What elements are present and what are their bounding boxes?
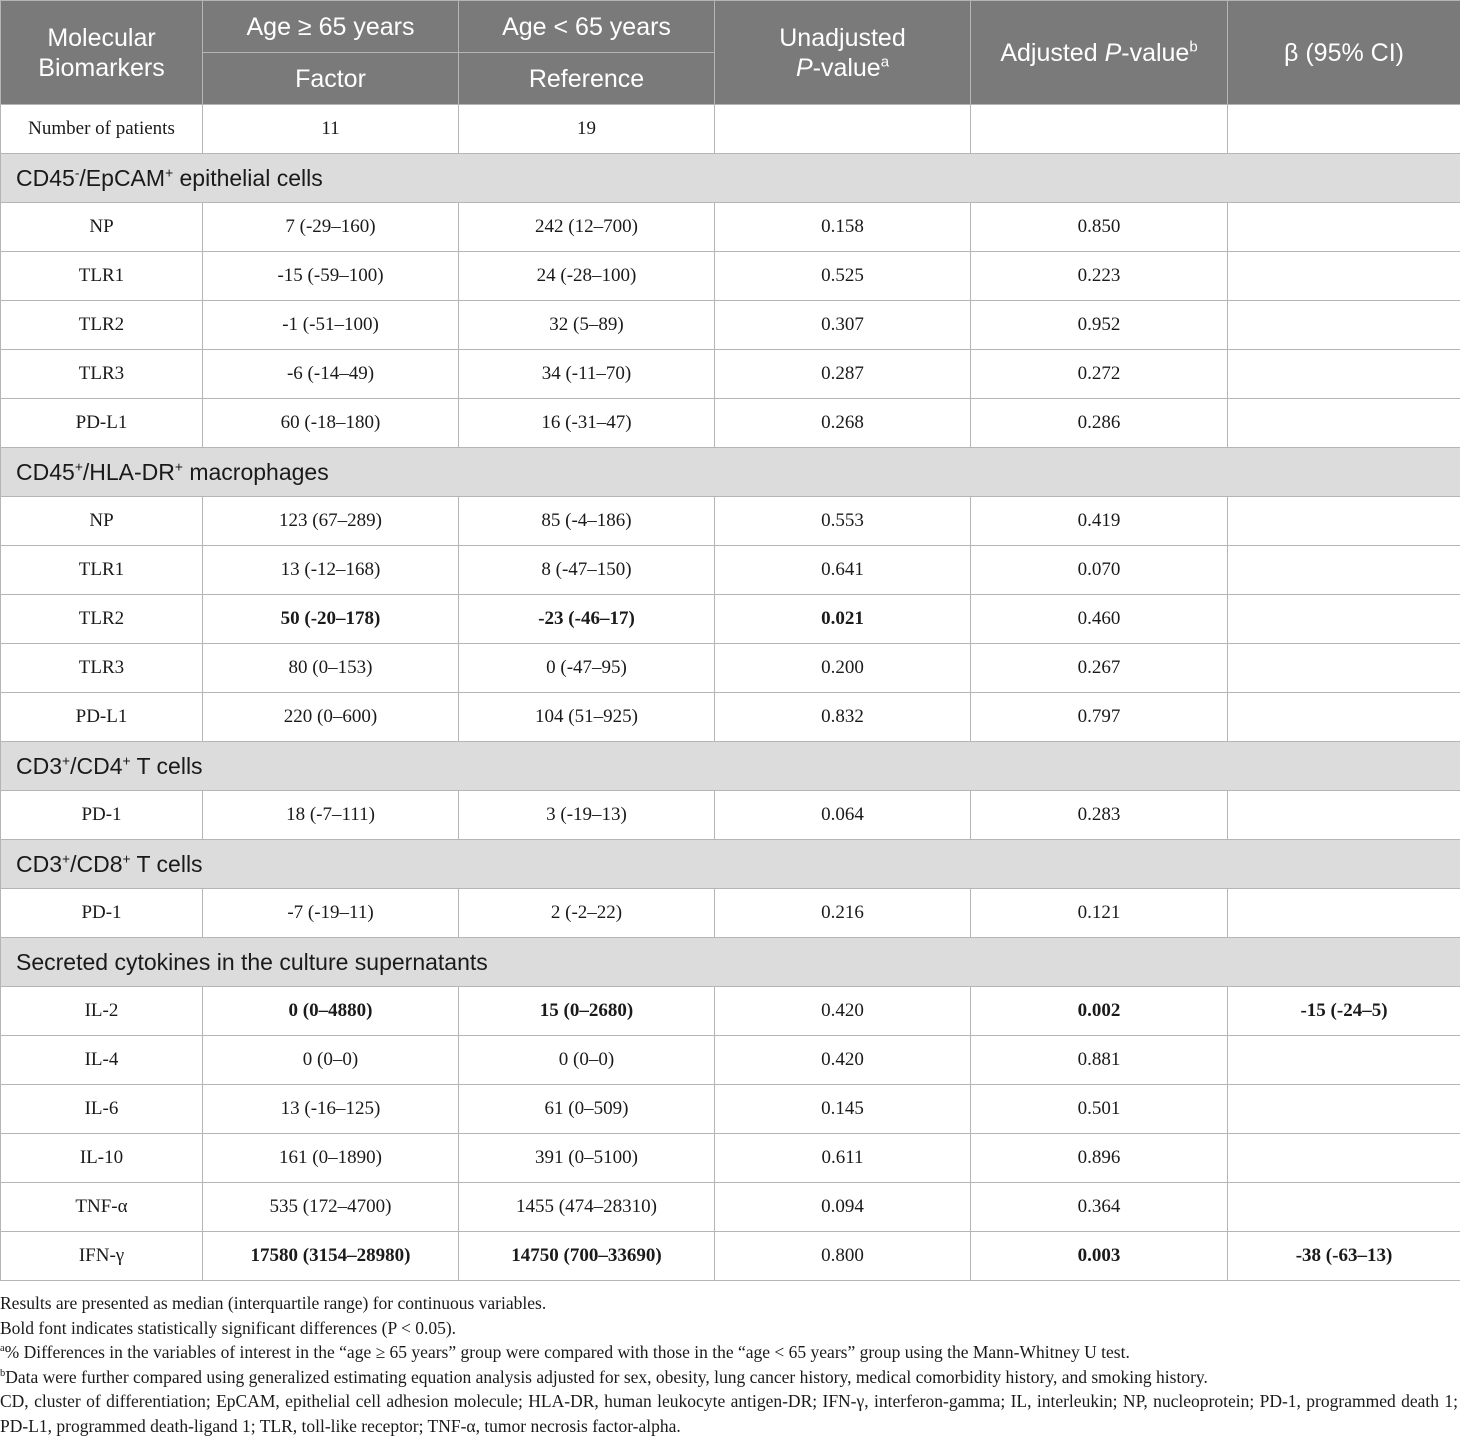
- cell-adj: 0.223: [971, 252, 1228, 301]
- cell-beta: [1228, 497, 1460, 546]
- row-label: TLR1: [1, 546, 203, 595]
- cell-reference: 16 (-31–47): [459, 399, 715, 448]
- cell-factor: 161 (0–1890): [203, 1134, 459, 1183]
- row-label: Number of patients: [1, 105, 203, 154]
- cell-beta: [1228, 399, 1460, 448]
- row-label: IFN-γ: [1, 1232, 203, 1281]
- table-footnotes: [0, 1291, 1458, 1439]
- cell-reference: 8 (-47–150): [459, 546, 715, 595]
- cell-beta: [1228, 252, 1460, 301]
- cell-reference: 391 (0–5100): [459, 1134, 715, 1183]
- table-row: [1, 791, 1460, 840]
- cell-reference: 0 (0–0): [459, 1036, 715, 1085]
- cell-adj: 0.896: [971, 1134, 1228, 1183]
- cell-factor: 7 (-29–160): [203, 203, 459, 252]
- cell-adj: 0.364: [971, 1183, 1228, 1232]
- cell-adj: 0.002: [971, 987, 1228, 1036]
- section-header: [1, 938, 1460, 987]
- cell-adj: 0.952: [971, 301, 1228, 350]
- section-title: Secreted cytokines in the culture supernatants: [1, 938, 1460, 987]
- cell-beta: [1228, 1183, 1460, 1232]
- cell-beta: [1228, 693, 1460, 742]
- cell-adj: 0.460: [971, 595, 1228, 644]
- cell-unadj: 0.094: [715, 1183, 971, 1232]
- table-row: [1, 1085, 1460, 1134]
- section-title: CD3+/CD4+ T cells: [1, 742, 1460, 791]
- header-unadjusted-p: Unadjusted P-value$^a$: [715, 1, 971, 105]
- footnote-summary: Results are presented as median (interquartile range) for continuous variables.: [0, 1293, 547, 1313]
- cell-reference: 61 (0–509): [459, 1085, 715, 1134]
- cell-factor: -15 (-59–100): [203, 252, 459, 301]
- row-label: TLR1: [1, 252, 203, 301]
- table-row: [1, 350, 1460, 399]
- cell-adj: 0.283: [971, 791, 1228, 840]
- cell-unadj: 0.200: [715, 644, 971, 693]
- cell-adj: 0.286: [971, 399, 1228, 448]
- table-row: [1, 203, 1460, 252]
- table-row: [1, 595, 1460, 644]
- cell-reference: 14750 (700–33690): [459, 1232, 715, 1281]
- cell-factor: -1 (-51–100): [203, 301, 459, 350]
- cell-unadj: 0.525: [715, 252, 971, 301]
- cell-factor: 535 (172–4700): [203, 1183, 459, 1232]
- cell-beta: [1228, 644, 1460, 693]
- cell-factor: 13 (-12–168): [203, 546, 459, 595]
- cell-beta: [1228, 1134, 1460, 1183]
- cell-factor: 18 (-7–111): [203, 791, 459, 840]
- cell-unadj: 0.064: [715, 791, 971, 840]
- cell-unadj: 0.553: [715, 497, 971, 546]
- cell-reference: 15 (0–2680): [459, 987, 715, 1036]
- row-label: TLR2: [1, 595, 203, 644]
- row-label: PD-L1: [1, 693, 203, 742]
- cell-beta: [1228, 791, 1460, 840]
- cell-unadj: 0.307: [715, 301, 971, 350]
- cell-beta: [1228, 889, 1460, 938]
- row-label: TLR2: [1, 301, 203, 350]
- cell-unadj: 0.420: [715, 987, 971, 1036]
- cell-reference: 1455 (474–28310): [459, 1183, 715, 1232]
- section-title: CD3+/CD8+ T cells: [1, 840, 1460, 889]
- row-label: NP: [1, 203, 203, 252]
- cell-adj: 0.501: [971, 1085, 1228, 1134]
- header-reference: Reference: [459, 53, 715, 105]
- section-header: [1, 154, 1460, 203]
- table-row: [1, 644, 1460, 693]
- row-label: IL-6: [1, 1085, 203, 1134]
- cell-factor: 50 (-20–178): [203, 595, 459, 644]
- cell-beta: [1228, 350, 1460, 399]
- cell-reference: 85 (-4–186): [459, 497, 715, 546]
- row-label: TLR3: [1, 644, 203, 693]
- cell-unadj: 0.021: [715, 595, 971, 644]
- footnote-b: $^b$Data were further compared using generalized estimating equation analysis adjusted for sex, obesity, lung cancer history, medical comorbidity history, and smoking history.: [0, 1366, 1208, 1387]
- cell-reference: 0 (-47–95): [459, 644, 715, 693]
- cell-beta: [1228, 203, 1460, 252]
- cell-unadj: 0.268: [715, 399, 971, 448]
- cell-unadj: 0.287: [715, 350, 971, 399]
- row-label: PD-L1: [1, 399, 203, 448]
- cell-beta: [1228, 1085, 1460, 1134]
- cell-factor: 0 (0–4880): [203, 987, 459, 1036]
- cell-beta: [1228, 546, 1460, 595]
- cell-factor: 220 (0–600): [203, 693, 459, 742]
- footnote-bold: Bold font indicates statistically significant differences (P < 0.05).: [0, 1317, 457, 1338]
- row-label: IL-2: [1, 987, 203, 1036]
- header-beta: β (95% CI): [1228, 1, 1460, 105]
- cell-adj: 0.881: [971, 1036, 1228, 1085]
- cell-unadj: 0.145: [715, 1085, 971, 1134]
- footnote-a: $^a$% Differences in the variables of interest in the “age ≥ 65 years” group were compared with those in the “age < 65 years” group using the Mann-Whitney U test.: [0, 1342, 1130, 1363]
- cell-unadj: 0.611: [715, 1134, 971, 1183]
- header-group-old: Age ≥ 65 years: [203, 1, 459, 53]
- section-header: [1, 742, 1460, 791]
- section-title: CD45+/HLA-DR+ macrophages: [1, 448, 1460, 497]
- header-adjusted-p: Adjusted P-value$^b$: [971, 1, 1228, 105]
- cell-factor: 11: [203, 105, 459, 154]
- header-biomarkers: Molecular Biomarkers: [1, 1, 203, 105]
- footnote-abbreviations: CD, cluster of differentiation; EpCAM, epithelial cell adhesion molecule; HLA-DR, human leukocyte antigen-DR; IFN-γ, interferon-gamma; IL, interleukin; NP, nucleoprotein; PD-1, programmed death 1; PD-L1, programmed death-ligand 1; TLR, toll-like receptor; TNF-α, tumor necrosis factor-alpha.: [0, 1391, 1458, 1436]
- row-label: PD-1: [1, 889, 203, 938]
- section-header: [1, 448, 1460, 497]
- cell-unadj: 0.800: [715, 1232, 971, 1281]
- cell-reference: 3 (-19–13): [459, 791, 715, 840]
- cell-reference: 32 (5–89): [459, 301, 715, 350]
- cell-adj: 0.070: [971, 546, 1228, 595]
- row-label: TNF-α: [1, 1183, 203, 1232]
- cell-unadj: 0.216: [715, 889, 971, 938]
- table-row: [1, 889, 1460, 938]
- cell-factor: 60 (-18–180): [203, 399, 459, 448]
- cell-factor: 13 (-16–125): [203, 1085, 459, 1134]
- table-row: [1, 987, 1460, 1036]
- cell-factor: 123 (67–289): [203, 497, 459, 546]
- cell-reference: 19: [459, 105, 715, 154]
- cell-reference: -23 (-46–17): [459, 595, 715, 644]
- row-label: IL-10: [1, 1134, 203, 1183]
- cell-beta: -15 (-24–5): [1228, 987, 1460, 1036]
- cell-adj: 0.267: [971, 644, 1228, 693]
- table-row: [1, 497, 1460, 546]
- section-title: CD45-/EpCAM+ epithelial cells: [1, 154, 1460, 203]
- cell-factor: -6 (-14–49): [203, 350, 459, 399]
- cell-unadj: 0.641: [715, 546, 971, 595]
- cell-beta: [1228, 1036, 1460, 1085]
- cell-reference: 242 (12–700): [459, 203, 715, 252]
- table-row: [1, 693, 1460, 742]
- table-row: [1, 1134, 1460, 1183]
- cell-reference: 24 (-28–100): [459, 252, 715, 301]
- table-row: [1, 399, 1460, 448]
- patients-row: [1, 105, 1460, 154]
- header-group-young: Age < 65 years: [459, 1, 715, 53]
- cell-adj: 0.121: [971, 889, 1228, 938]
- table-row: [1, 546, 1460, 595]
- table-row: [1, 301, 1460, 350]
- row-label: PD-1: [1, 791, 203, 840]
- row-label: TLR3: [1, 350, 203, 399]
- cell-factor: 80 (0–153): [203, 644, 459, 693]
- cell-unadj: 0.420: [715, 1036, 971, 1085]
- cell-reference: 104 (51–925): [459, 693, 715, 742]
- cell-factor: 0 (0–0): [203, 1036, 459, 1085]
- cell-beta: [1228, 301, 1460, 350]
- cell-reference: 34 (-11–70): [459, 350, 715, 399]
- cell-adj: 0.003: [971, 1232, 1228, 1281]
- cell-beta: -38 (-63–13): [1228, 1232, 1460, 1281]
- table-row: [1, 1183, 1460, 1232]
- row-label: IL-4: [1, 1036, 203, 1085]
- cell-beta: [1228, 595, 1460, 644]
- cell-adj: 0.272: [971, 350, 1228, 399]
- header-factor: Factor: [203, 53, 459, 105]
- cell-unadj: 0.832: [715, 693, 971, 742]
- cell-reference: 2 (-2–22): [459, 889, 715, 938]
- cell-factor: -7 (-19–11): [203, 889, 459, 938]
- table-row: [1, 1036, 1460, 1085]
- row-label: NP: [1, 497, 203, 546]
- cell-factor: 17580 (3154–28980): [203, 1232, 459, 1281]
- cell-adj: 0.797: [971, 693, 1228, 742]
- table-row: [1, 252, 1460, 301]
- cell-unadj: 0.158: [715, 203, 971, 252]
- cell-adj: 0.419: [971, 497, 1228, 546]
- section-header: [1, 840, 1460, 889]
- cell-adj: 0.850: [971, 203, 1228, 252]
- table-row: [1, 1232, 1460, 1281]
